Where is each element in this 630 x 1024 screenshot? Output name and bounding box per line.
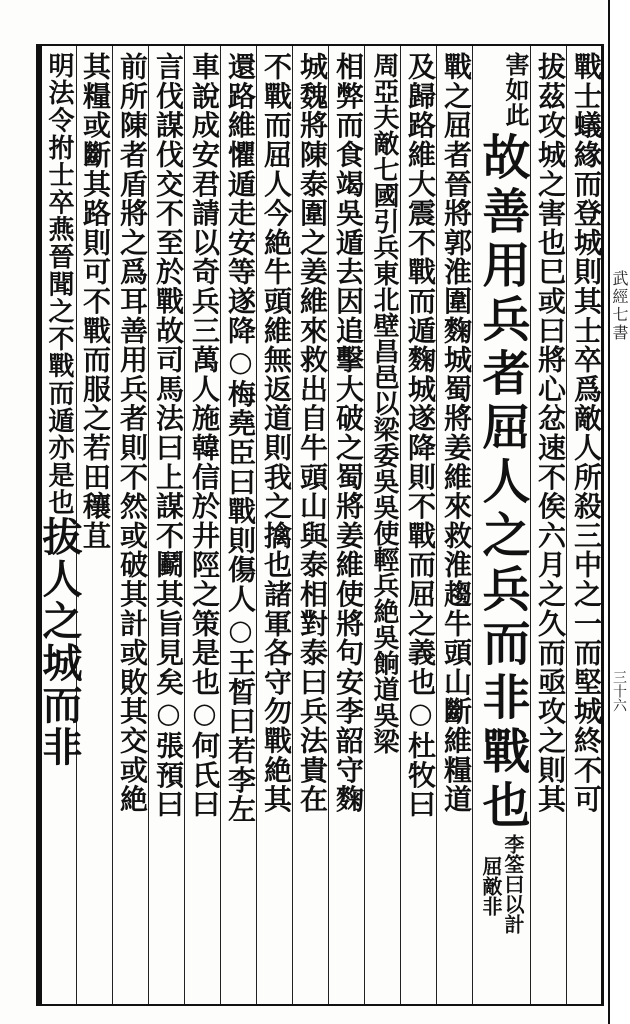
center-fold-line — [608, 0, 610, 1024]
column-text: 戰之屈者晉將郭淮圍麴城蜀將姜維來救淮趨牛頭山斷維糧道 — [440, 52, 473, 814]
column-text: 相弊而食竭吳遁去因追擊大破之蜀將姜維使將句安李韶守麴 — [332, 52, 365, 814]
text-column-14 — [78, 52, 112, 998]
commentary-left: 屈敵非 — [479, 855, 503, 916]
column-text: 不戰而屈人今絶牛頭維無返道則我之擒也諸軍各守勿戰絶其 — [260, 52, 293, 814]
column-text: 城魏將陳泰圍之姜維來救出自牛頭山與泰相對泰曰兵法貴在 — [296, 52, 329, 814]
text-column-3 — [474, 52, 530, 998]
main-text-large: 故善用兵者屈人之兵而非戰也 — [474, 131, 530, 834]
text-column-13 — [114, 52, 150, 998]
text-column-15 — [36, 52, 83, 998]
text-column-5 — [402, 52, 438, 998]
column-text: 言伐謀伐交不至於戰故司馬法曰上謀不鬬其旨見矣○張預曰 — [152, 52, 185, 819]
commentary-fragment: 害如此 — [501, 52, 530, 128]
text-column-7 — [330, 52, 366, 998]
column-text: 還路維懼遁走安等遂降○梅堯臣曰戰則傷人○王晳曰若李左 — [224, 52, 257, 824]
margin-page-number: 三十六 — [611, 670, 627, 712]
text-column-1 — [568, 52, 604, 998]
text-column-4 — [438, 52, 474, 998]
text-column-9 — [258, 52, 294, 998]
margin-title: 武經七書 — [610, 270, 629, 342]
column-text: 周亞夫敵七國引兵東北壁昌邑以梁委吳吳使輕兵絶吳餉道吳梁 — [369, 52, 399, 754]
commentary-dual-line — [480, 834, 524, 934]
column-text: 戰士蟻緣而登城則其士卒爲敵人所殺三中之一而堅城終不可 — [570, 52, 603, 814]
column-text: 拔茲攻城之害也巳或曰將心忿速不俟六月之久而亟攻之則其 — [534, 52, 567, 814]
commentary-text: 明法令拊士卒燕晉聞之不戰而遁亦是也 — [44, 52, 74, 517]
text-column-10 — [222, 52, 258, 998]
text-column-11 — [186, 52, 222, 998]
column-text: 前所陳者盾將之爲耳善用兵者則不然或破其計或敗其交或絶 — [116, 52, 149, 814]
text-column-6 — [366, 52, 402, 998]
text-column-12 — [150, 52, 186, 998]
text-column-8 — [294, 52, 330, 998]
commentary-right: 李筌曰以計 — [501, 833, 525, 934]
column-text: 車說成安君請以奇兵三萬人施韓信於井陘之策是也○何氏曰 — [188, 52, 221, 819]
column-text: 及歸路維大震不戰而遁麴城遂降則不戰而屈之義也○杜牧曰 — [404, 52, 437, 819]
main-text-large: 拔人之城而非 — [36, 516, 83, 769]
column-text: 其糧或斷其路則可不戰而服之若田穰苴 — [79, 52, 112, 551]
text-column-2 — [532, 52, 568, 998]
